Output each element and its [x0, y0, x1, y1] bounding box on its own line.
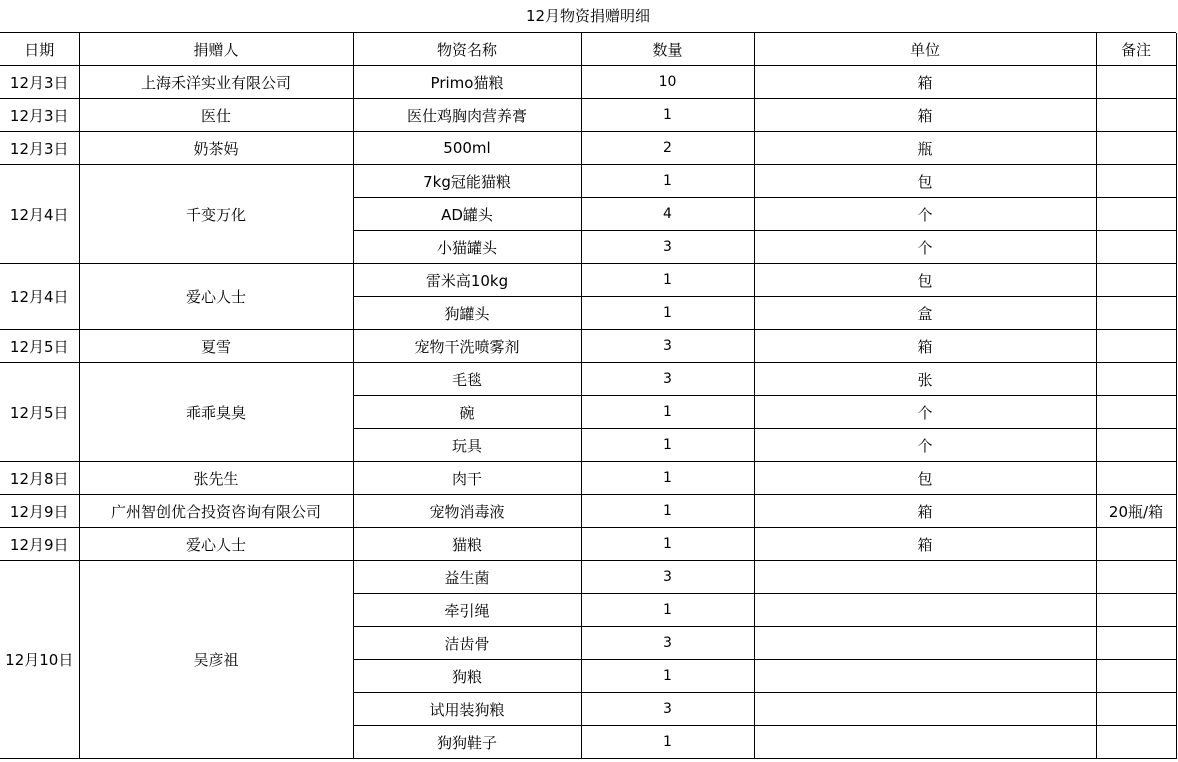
- cell-unit[interactable]: [754, 726, 1096, 759]
- cell-quantity[interactable]: 3: [581, 561, 754, 594]
- cell-unit[interactable]: 张: [754, 363, 1096, 396]
- cell-date[interactable]: 12月5日: [0, 363, 79, 462]
- cell-unit[interactable]: 箱: [754, 528, 1096, 561]
- cell-quantity[interactable]: 1: [581, 660, 754, 693]
- cell-item-name[interactable]: 宠物干洗喷雾剂: [353, 330, 581, 363]
- cell-note[interactable]: [1096, 198, 1176, 231]
- cell-quantity[interactable]: 1: [581, 495, 754, 528]
- cell-donor[interactable]: 千变万化: [79, 165, 353, 264]
- cell-item-name[interactable]: Primo猫粮: [353, 66, 581, 99]
- cell-date[interactable]: 12月3日: [0, 66, 79, 99]
- table-row: [0, 495, 1176, 528]
- cell-quantity[interactable]: 1: [581, 528, 754, 561]
- cell-quantity[interactable]: 1: [581, 396, 754, 429]
- table-row: [0, 99, 1176, 132]
- cell-quantity[interactable]: 3: [581, 231, 754, 264]
- cell-item-name[interactable]: 小猫罐头: [353, 231, 581, 264]
- cell-quantity[interactable]: 1: [581, 99, 754, 132]
- header-date[interactable]: 日期: [0, 33, 79, 66]
- cell-note[interactable]: [1096, 363, 1176, 396]
- cell-unit[interactable]: 箱: [754, 495, 1096, 528]
- cell-note[interactable]: [1096, 264, 1176, 297]
- cell-item-name[interactable]: 猫粮: [353, 528, 581, 561]
- cell-donor[interactable]: 爱心人士: [79, 264, 353, 330]
- cell-quantity[interactable]: 1: [581, 462, 754, 495]
- cell-item-name[interactable]: 益生菌: [353, 561, 581, 594]
- cell-note[interactable]: [1096, 594, 1176, 627]
- header-note[interactable]: 备注: [1096, 33, 1176, 66]
- cell-item-name[interactable]: 毛毯: [353, 363, 581, 396]
- table-row: [0, 66, 1176, 99]
- cell-note[interactable]: [1096, 99, 1176, 132]
- header-donor[interactable]: 捐赠人: [79, 33, 353, 66]
- cell-note[interactable]: [1096, 132, 1176, 165]
- cell-note[interactable]: [1096, 627, 1176, 660]
- cell-quantity[interactable]: 1: [581, 594, 754, 627]
- cell-unit[interactable]: 瓶: [754, 132, 1096, 165]
- table-body: [0, 66, 1176, 759]
- table-row: [0, 462, 1176, 495]
- sheet-title: 12月物资捐赠明细: [0, 0, 1176, 33]
- cell-unit[interactable]: 个: [754, 396, 1096, 429]
- cell-item-name[interactable]: 狗粮: [353, 660, 581, 693]
- cell-donor[interactable]: 夏雪: [79, 330, 353, 363]
- table-row: [0, 561, 1176, 594]
- cell-donor[interactable]: 奶茶妈: [79, 132, 353, 165]
- cell-unit[interactable]: 包: [754, 462, 1096, 495]
- cell-note[interactable]: [1096, 165, 1176, 198]
- cell-unit[interactable]: [754, 693, 1096, 726]
- table-row: [0, 363, 1176, 396]
- cell-date[interactable]: 12月3日: [0, 132, 79, 165]
- cell-item-name[interactable]: 7kg冠能猫粮: [353, 165, 581, 198]
- cell-donor[interactable]: 上海禾洋实业有限公司: [79, 66, 353, 99]
- cell-unit[interactable]: 箱: [754, 330, 1096, 363]
- cell-item-name[interactable]: 500ml: [353, 132, 581, 165]
- cell-note[interactable]: 20瓶/箱: [1096, 495, 1176, 528]
- cell-item-name[interactable]: 玩具: [353, 429, 581, 462]
- cell-item-name[interactable]: 试用装狗粮: [353, 693, 581, 726]
- cell-note[interactable]: [1096, 660, 1176, 693]
- cell-unit[interactable]: 包: [754, 165, 1096, 198]
- cell-item-name[interactable]: 狗罐头: [353, 297, 581, 330]
- cell-note[interactable]: [1096, 66, 1176, 99]
- header-unit[interactable]: 单位: [754, 33, 1096, 66]
- cell-unit[interactable]: [754, 660, 1096, 693]
- cell-unit[interactable]: 箱: [754, 99, 1096, 132]
- cell-note[interactable]: [1096, 528, 1176, 561]
- cell-unit[interactable]: 包: [754, 264, 1096, 297]
- cell-quantity[interactable]: 10: [581, 66, 754, 99]
- cell-date[interactable]: 12月9日: [0, 495, 79, 528]
- cell-item-name[interactable]: 肉干: [353, 462, 581, 495]
- cell-unit[interactable]: [754, 594, 1096, 627]
- cell-quantity[interactable]: 1: [581, 165, 754, 198]
- donation-table: [0, 33, 1177, 759]
- table-row: [0, 528, 1176, 561]
- cell-date[interactable]: 12月3日: [0, 99, 79, 132]
- cell-quantity[interactable]: 3: [581, 363, 754, 396]
- cell-quantity[interactable]: 3: [581, 627, 754, 660]
- cell-item-name[interactable]: 洁齿骨: [353, 627, 581, 660]
- cell-unit[interactable]: 箱: [754, 66, 1096, 99]
- cell-date[interactable]: 12月10日: [0, 561, 79, 759]
- cell-quantity[interactable]: 1: [581, 297, 754, 330]
- cell-unit[interactable]: [754, 627, 1096, 660]
- cell-note[interactable]: [1096, 561, 1176, 594]
- cell-date[interactable]: 12月5日: [0, 330, 79, 363]
- cell-unit[interactable]: [754, 561, 1096, 594]
- cell-unit[interactable]: 个: [754, 231, 1096, 264]
- header-item-name[interactable]: 物资名称: [353, 33, 581, 66]
- cell-donor[interactable]: 张先生: [79, 462, 353, 495]
- header-row: [0, 33, 1176, 66]
- cell-item-name[interactable]: 雷米高10kg: [353, 264, 581, 297]
- cell-date[interactable]: 12月8日: [0, 462, 79, 495]
- cell-item-name[interactable]: 宠物消毒液: [353, 495, 581, 528]
- cell-quantity[interactable]: 1: [581, 726, 754, 759]
- cell-item-name[interactable]: 碗: [353, 396, 581, 429]
- cell-quantity[interactable]: 2: [581, 132, 754, 165]
- cell-note[interactable]: [1096, 297, 1176, 330]
- cell-note[interactable]: [1096, 330, 1176, 363]
- cell-unit[interactable]: 盒: [754, 297, 1096, 330]
- table-row: [0, 330, 1176, 363]
- cell-date[interactable]: 12月4日: [0, 264, 79, 330]
- cell-quantity[interactable]: 1: [581, 264, 754, 297]
- cell-unit[interactable]: 个: [754, 429, 1096, 462]
- cell-item-name[interactable]: 医仕鸡胸肉营养膏: [353, 99, 581, 132]
- cell-quantity[interactable]: 1: [581, 429, 754, 462]
- cell-donor[interactable]: 吴彦祖: [79, 561, 353, 759]
- cell-donor[interactable]: 广州智创优合投资咨询有限公司: [79, 495, 353, 528]
- cell-donor[interactable]: 乖乖臭臭: [79, 363, 353, 462]
- cell-note[interactable]: [1096, 462, 1176, 495]
- cell-note[interactable]: [1096, 726, 1176, 759]
- cell-date[interactable]: 12月4日: [0, 165, 79, 264]
- header-quantity[interactable]: 数量: [581, 33, 754, 66]
- cell-note[interactable]: [1096, 693, 1176, 726]
- cell-note[interactable]: [1096, 396, 1176, 429]
- cell-item-name[interactable]: 牵引绳: [353, 594, 581, 627]
- cell-quantity[interactable]: 4: [581, 198, 754, 231]
- cell-quantity[interactable]: 3: [581, 330, 754, 363]
- cell-donor[interactable]: 医仕: [79, 99, 353, 132]
- table-row: [0, 165, 1176, 198]
- cell-note[interactable]: [1096, 231, 1176, 264]
- cell-unit[interactable]: 个: [754, 198, 1096, 231]
- cell-note[interactable]: [1096, 429, 1176, 462]
- table-row: [0, 264, 1176, 297]
- cell-date[interactable]: 12月9日: [0, 528, 79, 561]
- cell-item-name[interactable]: 狗狗鞋子: [353, 726, 581, 759]
- cell-quantity[interactable]: 3: [581, 693, 754, 726]
- cell-item-name[interactable]: AD罐头: [353, 198, 581, 231]
- cell-donor[interactable]: 爱心人士: [79, 528, 353, 561]
- table-row: [0, 132, 1176, 165]
